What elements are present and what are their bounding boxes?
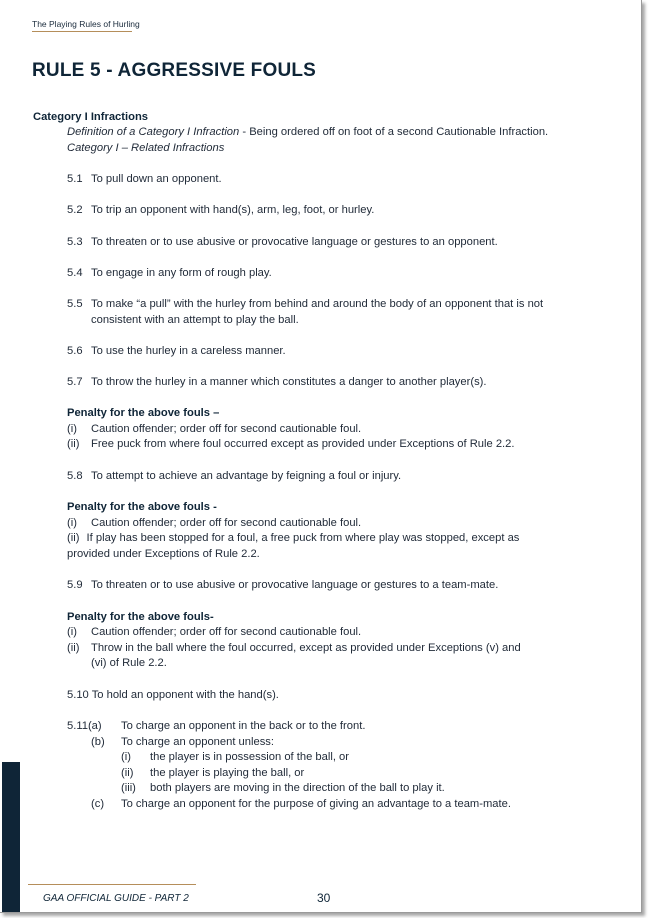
penalty-label: (i) (67, 626, 77, 638)
penalty-text: If play has been stopped for a foul, a free puck from where play was stopped, except as (86, 532, 520, 544)
side-accent-bar (2, 762, 20, 912)
penalty-label: (ii) (67, 642, 80, 654)
penalty-item-continued: (vi) of Rule 2.2. (91, 657, 167, 669)
definition-label: Definition of a Category I Infraction (67, 126, 240, 138)
penalty-heading: Penalty for the above fouls - (67, 501, 217, 513)
rule-number: 5.7 (67, 376, 83, 388)
penalty-item (67, 531, 519, 545)
penalty-text: Free puck from where foul occurred except as provided under Exceptions of Rule 2.2. (91, 438, 515, 450)
penalty-item (67, 516, 362, 530)
page-number: 30 (317, 891, 331, 905)
page-title: RULE 5 - AGGRESSIVE FOULS (32, 60, 317, 81)
rule-text: To throw the hurley in a manner which constitutes a danger to another player(s). (91, 376, 487, 388)
sub-label: (iii) (121, 782, 136, 794)
rule-number: 5.3 (67, 236, 83, 248)
rule-5-11-b-iii (121, 781, 445, 795)
rule-5-4 (67, 266, 272, 280)
rule-5-11-a (67, 719, 366, 733)
rule-text: To charge an opponent in the back or to the front. (121, 720, 366, 732)
related-infractions-label: Category I – Related Infractions (67, 142, 225, 154)
rule-5-1 (67, 172, 222, 186)
rule-text: To hold an opponent with the hand(s). (91, 689, 279, 701)
rule-number: 5.6 (67, 345, 83, 357)
rule-number: 5.2 (67, 204, 83, 216)
rule-text: To use the hurley in a careless manner. (91, 345, 286, 357)
penalty-label: (ii) (67, 438, 80, 450)
penalty-item (67, 437, 515, 451)
sub-label: (b) (91, 736, 105, 748)
rule-number: 5.1 (67, 173, 83, 185)
penalty-item (67, 641, 521, 655)
rule-number: 5.5 (67, 298, 83, 310)
category-definition (67, 125, 548, 139)
penalty-heading: Penalty for the above fouls – (67, 407, 220, 419)
rule-number: 5.9 (67, 579, 83, 591)
rule-text: To threaten or to use abusive or provocative language or gestures to a team-mate. (91, 579, 499, 591)
sub-text: both players are moving in the direction of the ball to play it. (150, 782, 445, 794)
penalty-label: (ii) (67, 532, 80, 544)
definition-text: - Being ordered off on foot of a second Cautionable Infraction. (239, 126, 549, 138)
rule-text: To make “a pull” with the hurley from behind and around the body of an opponent that is not (91, 298, 544, 310)
rule-5-5-continued: consistent with an attempt to play the ball. (91, 314, 299, 326)
penalty-text: Caution offender; order off for second cautionable foul. (91, 626, 362, 638)
penalty-item (67, 422, 362, 436)
penalty-heading: Penalty for the above fouls- (67, 611, 214, 623)
sub-text: To charge an opponent unless: (121, 736, 275, 748)
footer-label: GAA OFFICIAL GUIDE - PART 2 (43, 893, 189, 904)
penalty-label: (i) (67, 517, 77, 529)
rule-5-11-b-ii (121, 766, 305, 780)
rule-5-2 (67, 203, 375, 217)
penalty-label: (i) (67, 423, 77, 435)
penalty-text: Caution offender; order off for second cautionable foul. (91, 423, 362, 435)
sub-text: the player is playing the ball, or (150, 767, 305, 779)
sub-label: (i) (121, 751, 131, 763)
penalty-text: Caution offender; order off for second cautionable foul. (91, 517, 362, 529)
footer-divider (28, 884, 196, 885)
rule-5-3 (67, 235, 498, 249)
rule-text: To pull down an opponent. (91, 173, 222, 185)
rule-5-5 (67, 297, 544, 311)
penalty-item (67, 625, 362, 639)
rule-5-11-b (91, 735, 275, 749)
rule-5-6 (67, 344, 286, 358)
rule-5-11-b-i (121, 750, 349, 764)
header-divider (32, 31, 132, 32)
rule-5-8 (67, 469, 402, 483)
penalty-item-continued: provided under Exceptions of Rule 2.2. (67, 548, 260, 560)
rule-text: To trip an opponent with hand(s), arm, leg, foot, or hurley. (91, 204, 375, 216)
rule-text: To threaten or to use abusive or provocative language or gestures to an opponent. (91, 236, 498, 248)
sub-text: the player is in possession of the ball, or (150, 751, 349, 763)
sub-text: To charge an opponent for the purpose of giving an advantage to a team-mate. (121, 798, 511, 810)
sub-label: (ii) (121, 767, 134, 779)
category-heading: Category I Infractions (33, 111, 149, 123)
rule-number: 5.8 (67, 470, 83, 482)
rule-text: To engage in any form of rough play. (91, 267, 272, 279)
running-header: The Playing Rules of Hurling (32, 19, 140, 29)
rule-number: 5.11(a) (67, 720, 102, 732)
rule-5-11-c (91, 797, 511, 811)
sub-label: (c) (91, 798, 105, 810)
rule-5-9 (67, 578, 499, 592)
penalty-text: Throw in the ball where the foul occurred, except as provided under Exceptions (v) and (91, 642, 521, 654)
rule-5-10 (67, 688, 279, 702)
rule-number: 5.4 (67, 267, 83, 279)
rule-number: 5.10 (67, 689, 89, 701)
rule-5-7 (67, 375, 487, 389)
rule-text: To attempt to achieve an advantage by feigning a foul or injury. (91, 470, 402, 482)
